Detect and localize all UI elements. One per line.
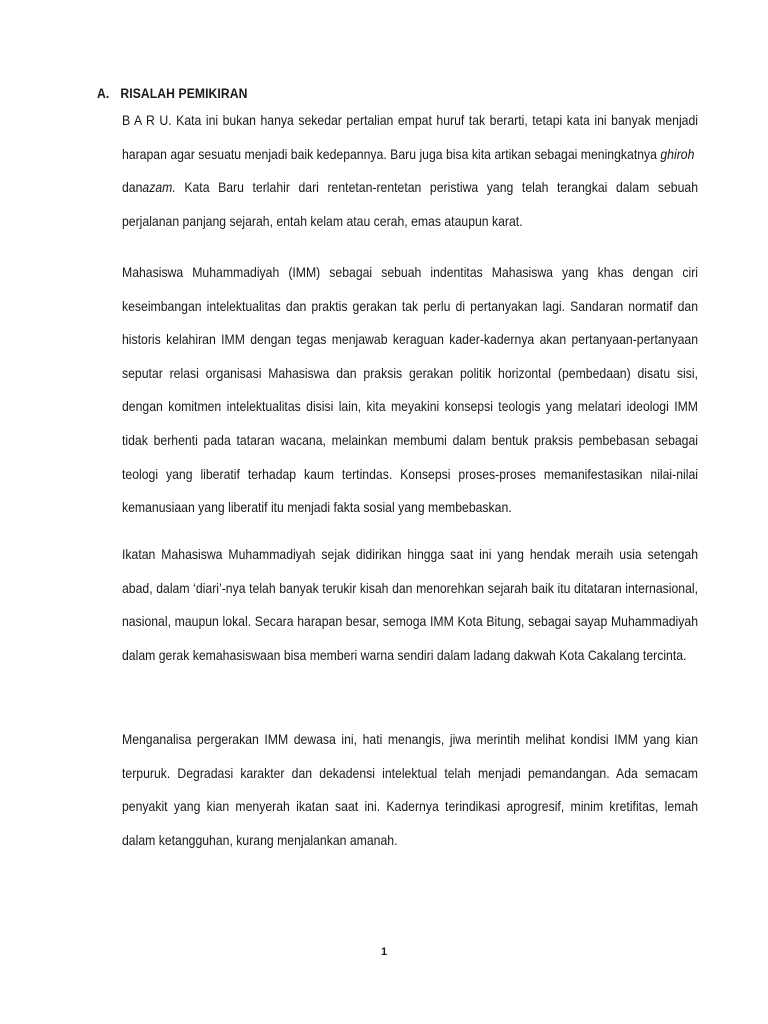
paragraph-1-italic-ghiroh: ghiroh: [660, 146, 695, 162]
page-number: 1: [380, 946, 388, 958]
section-number: A.: [97, 86, 110, 101]
section-heading: [97, 86, 247, 101]
paragraph-2: Mahasiswa Muhammadiyah (IMM) sebagai sebuah indentitas Mahasiswa yang khas dengan ciri keseimbangan intelektualitas dan praktis gerakan tak perlu di pertanyakan lagi. Sandaran normatif dan historis kelahiran IMM dengan tegas menjawab keraguan kader-kadernya akan pertanyaan-pertanyaan seputar relasi organisasi Mahasiswa dan praksis gerakan politik horizontal (pembedaan) disatu sisi, dengan komitmen intelektualitas disisi lain, kita meyakini konsepsi teologis yang melatari ideologi IMM tidak berhenti pada tataran wacana, melainkan membumi dalam bentuk praksis pembebasan sebagai teologi yang liberatif terhadap kaum tertindas. Konsepsi proses-proses memanifestasikan nilai-nilai kemanusiaan yang liberatif itu menjadi fakta sosial yang membebaskan.: [122, 265, 698, 516]
paragraph-1-text-a: B A R U. Kata ini bukan hanya sekedar pertalian empat huruf tak berarti, tetapi kata ini banyak menjadi harapan agar sesuatu menjadi baik kedepannya. Baru juga bisa kita artikan sebagai meningkatnya: [122, 113, 698, 162]
paragraph-1-italic-azam: azam.: [142, 180, 176, 196]
paragraph-1-text-b: dan: [122, 180, 143, 196]
paragraph-1: [122, 104, 698, 238]
paragraph-3: Ikatan Mahasiswa Muhammadiyah sejak didirikan hingga saat ini yang hendak meraih usia setengah abad, dalam ‘diari’-nya telah banyak terukir kisah dan menorehkan sejarah baik itu ditataran internasional, nasional, maupun lokal. Secara harapan besar, semoga IMM Kota Bitung, sebagai sayap Muhammadiyah dalam gerak kemahasiswaan bisa memberi warna sendiri dalam ladang dakwah Kota Cakalang tercinta.: [122, 547, 698, 663]
section-title: RISALAH PEMIKIRAN: [120, 86, 248, 101]
paragraph-4: Menganalisa pergerakan IMM dewasa ini, hati menangis, jiwa merintih melihat kondisi IMM yang kian terpuruk. Degradasi karakter dan dekadensi intelektual telah menjadi pemandangan. Ada semacam penyakit yang kian menyerah ikatan saat ini. Kadernya terindikasi aprogresif, minim kretifitas, lemah dalam ketangguhan, kurang menjalankan amanah.: [122, 732, 698, 848]
paragraph-1-text-c: Kata Baru terlahir dari rentetan-rentetan peristiwa yang telah terangkai dalam sebuah perjalanan panjang sejarah, entah kelam atau cerah, emas ataupun karat.: [122, 180, 698, 229]
